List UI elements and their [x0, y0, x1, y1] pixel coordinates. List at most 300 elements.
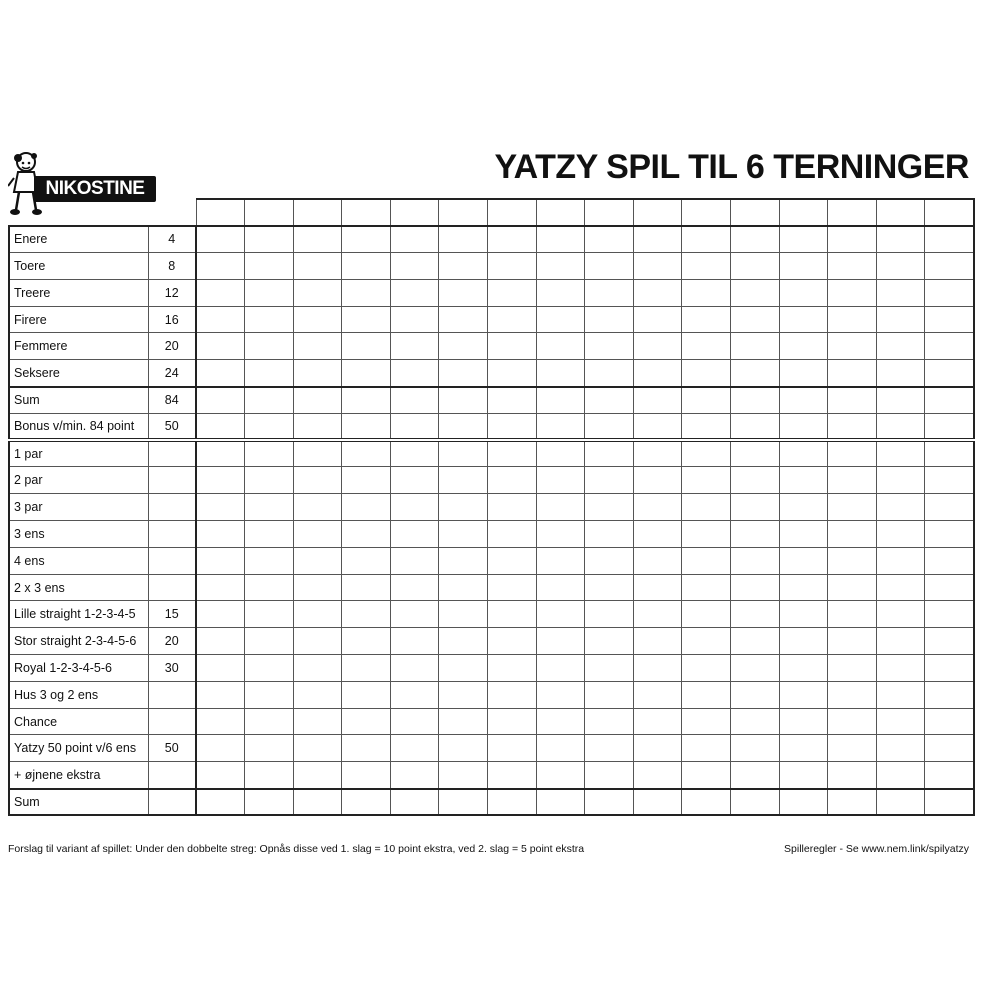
score-cell[interactable] — [925, 387, 974, 414]
score-cell[interactable] — [439, 440, 488, 467]
score-cell[interactable] — [488, 521, 537, 548]
score-cell[interactable] — [439, 467, 488, 494]
player-name-cell[interactable] — [245, 199, 294, 226]
score-cell[interactable] — [585, 226, 634, 253]
score-cell[interactable] — [536, 735, 585, 762]
score-cell[interactable] — [245, 360, 294, 387]
score-cell[interactable] — [536, 708, 585, 735]
score-cell[interactable] — [633, 467, 682, 494]
score-cell[interactable] — [731, 494, 780, 521]
score-cell[interactable] — [342, 226, 391, 253]
score-cell[interactable] — [876, 735, 925, 762]
score-cell[interactable] — [925, 655, 974, 682]
score-cell[interactable] — [585, 360, 634, 387]
player-name-cell[interactable] — [876, 199, 925, 226]
score-cell[interactable] — [731, 708, 780, 735]
score-cell[interactable] — [439, 735, 488, 762]
score-cell[interactable] — [828, 789, 877, 816]
score-cell[interactable] — [828, 628, 877, 655]
player-name-cell[interactable] — [390, 199, 439, 226]
score-cell[interactable] — [390, 789, 439, 816]
score-cell[interactable] — [633, 494, 682, 521]
player-name-cell[interactable] — [439, 199, 488, 226]
score-cell[interactable] — [876, 762, 925, 789]
score-cell[interactable] — [488, 226, 537, 253]
score-cell[interactable] — [925, 574, 974, 601]
score-cell[interactable] — [731, 360, 780, 387]
score-cell[interactable] — [488, 467, 537, 494]
score-cell[interactable] — [342, 762, 391, 789]
score-cell[interactable] — [293, 521, 342, 548]
score-cell[interactable] — [245, 253, 294, 280]
score-cell[interactable] — [828, 655, 877, 682]
score-cell[interactable] — [196, 440, 245, 467]
score-cell[interactable] — [196, 789, 245, 816]
score-cell[interactable] — [633, 547, 682, 574]
player-name-cell[interactable] — [925, 199, 974, 226]
score-cell[interactable] — [439, 253, 488, 280]
score-cell[interactable] — [390, 306, 439, 333]
score-cell[interactable] — [293, 306, 342, 333]
score-cell[interactable] — [196, 681, 245, 708]
score-cell[interactable] — [488, 762, 537, 789]
score-cell[interactable] — [342, 467, 391, 494]
score-cell[interactable] — [585, 628, 634, 655]
score-cell[interactable] — [925, 440, 974, 467]
score-cell[interactable] — [439, 521, 488, 548]
player-name-cell[interactable] — [682, 199, 731, 226]
score-cell[interactable] — [828, 440, 877, 467]
score-cell[interactable] — [828, 306, 877, 333]
score-cell[interactable] — [779, 387, 828, 414]
score-cell[interactable] — [876, 279, 925, 306]
score-cell[interactable] — [828, 360, 877, 387]
score-cell[interactable] — [876, 601, 925, 628]
score-cell[interactable] — [439, 279, 488, 306]
score-cell[interactable] — [876, 467, 925, 494]
score-cell[interactable] — [585, 574, 634, 601]
score-cell[interactable] — [536, 279, 585, 306]
score-cell[interactable] — [390, 735, 439, 762]
score-cell[interactable] — [731, 601, 780, 628]
score-cell[interactable] — [779, 494, 828, 521]
score-cell[interactable] — [779, 226, 828, 253]
score-cell[interactable] — [390, 708, 439, 735]
score-cell[interactable] — [682, 628, 731, 655]
score-cell[interactable] — [342, 413, 391, 440]
score-cell[interactable] — [390, 681, 439, 708]
score-cell[interactable] — [196, 521, 245, 548]
score-cell[interactable] — [293, 547, 342, 574]
score-cell[interactable] — [439, 681, 488, 708]
score-cell[interactable] — [585, 521, 634, 548]
score-cell[interactable] — [488, 574, 537, 601]
score-cell[interactable] — [828, 601, 877, 628]
score-cell[interactable] — [488, 789, 537, 816]
score-cell[interactable] — [488, 387, 537, 414]
score-cell[interactable] — [682, 547, 731, 574]
score-cell[interactable] — [488, 655, 537, 682]
score-cell[interactable] — [828, 253, 877, 280]
score-cell[interactable] — [633, 387, 682, 414]
score-cell[interactable] — [390, 467, 439, 494]
score-cell[interactable] — [390, 655, 439, 682]
score-cell[interactable] — [488, 253, 537, 280]
score-cell[interactable] — [439, 494, 488, 521]
score-cell[interactable] — [779, 681, 828, 708]
score-cell[interactable] — [925, 467, 974, 494]
score-cell[interactable] — [536, 387, 585, 414]
score-cell[interactable] — [633, 521, 682, 548]
score-cell[interactable] — [196, 226, 245, 253]
score-cell[interactable] — [925, 333, 974, 360]
score-cell[interactable] — [293, 681, 342, 708]
score-cell[interactable] — [536, 628, 585, 655]
score-cell[interactable] — [245, 226, 294, 253]
score-cell[interactable] — [585, 413, 634, 440]
score-cell[interactable] — [245, 628, 294, 655]
score-cell[interactable] — [585, 681, 634, 708]
score-cell[interactable] — [633, 601, 682, 628]
score-cell[interactable] — [876, 333, 925, 360]
score-cell[interactable] — [876, 440, 925, 467]
score-cell[interactable] — [779, 521, 828, 548]
score-cell[interactable] — [585, 306, 634, 333]
score-cell[interactable] — [439, 628, 488, 655]
score-cell[interactable] — [196, 413, 245, 440]
score-cell[interactable] — [536, 601, 585, 628]
score-cell[interactable] — [731, 279, 780, 306]
score-cell[interactable] — [342, 440, 391, 467]
score-cell[interactable] — [731, 655, 780, 682]
score-cell[interactable] — [293, 333, 342, 360]
score-cell[interactable] — [245, 413, 294, 440]
score-cell[interactable] — [779, 628, 828, 655]
score-cell[interactable] — [876, 387, 925, 414]
player-name-cell[interactable] — [779, 199, 828, 226]
score-cell[interactable] — [585, 601, 634, 628]
score-cell[interactable] — [876, 547, 925, 574]
score-cell[interactable] — [342, 735, 391, 762]
score-cell[interactable] — [390, 601, 439, 628]
score-cell[interactable] — [925, 762, 974, 789]
score-cell[interactable] — [245, 494, 294, 521]
score-cell[interactable] — [196, 547, 245, 574]
score-cell[interactable] — [633, 226, 682, 253]
score-cell[interactable] — [196, 601, 245, 628]
score-cell[interactable] — [488, 306, 537, 333]
score-cell[interactable] — [828, 547, 877, 574]
score-cell[interactable] — [682, 333, 731, 360]
score-cell[interactable] — [925, 601, 974, 628]
score-cell[interactable] — [779, 440, 828, 467]
score-cell[interactable] — [293, 655, 342, 682]
score-cell[interactable] — [682, 574, 731, 601]
score-cell[interactable] — [488, 681, 537, 708]
score-cell[interactable] — [925, 279, 974, 306]
score-cell[interactable] — [828, 333, 877, 360]
player-name-cell[interactable] — [488, 199, 537, 226]
player-name-cell[interactable] — [828, 199, 877, 226]
score-cell[interactable] — [245, 762, 294, 789]
score-cell[interactable] — [196, 306, 245, 333]
score-cell[interactable] — [585, 467, 634, 494]
score-cell[interactable] — [828, 708, 877, 735]
score-cell[interactable] — [585, 655, 634, 682]
score-cell[interactable] — [439, 708, 488, 735]
score-cell[interactable] — [633, 360, 682, 387]
score-cell[interactable] — [585, 333, 634, 360]
score-cell[interactable] — [633, 253, 682, 280]
score-cell[interactable] — [828, 574, 877, 601]
score-cell[interactable] — [828, 521, 877, 548]
score-cell[interactable] — [828, 413, 877, 440]
score-cell[interactable] — [925, 789, 974, 816]
score-cell[interactable] — [536, 440, 585, 467]
score-cell[interactable] — [390, 440, 439, 467]
score-cell[interactable] — [536, 226, 585, 253]
score-cell[interactable] — [779, 655, 828, 682]
score-cell[interactable] — [293, 494, 342, 521]
score-cell[interactable] — [876, 306, 925, 333]
score-cell[interactable] — [245, 708, 294, 735]
score-cell[interactable] — [488, 628, 537, 655]
score-cell[interactable] — [876, 413, 925, 440]
score-cell[interactable] — [876, 360, 925, 387]
score-cell[interactable] — [536, 655, 585, 682]
score-cell[interactable] — [536, 306, 585, 333]
score-cell[interactable] — [536, 413, 585, 440]
score-cell[interactable] — [779, 413, 828, 440]
score-cell[interactable] — [536, 681, 585, 708]
score-cell[interactable] — [585, 279, 634, 306]
score-cell[interactable] — [731, 789, 780, 816]
score-cell[interactable] — [293, 708, 342, 735]
score-cell[interactable] — [779, 789, 828, 816]
score-cell[interactable] — [439, 547, 488, 574]
score-cell[interactable] — [342, 547, 391, 574]
player-name-cell[interactable] — [342, 199, 391, 226]
score-cell[interactable] — [633, 440, 682, 467]
score-cell[interactable] — [196, 574, 245, 601]
player-name-cell[interactable] — [293, 199, 342, 226]
score-cell[interactable] — [876, 789, 925, 816]
score-cell[interactable] — [488, 494, 537, 521]
score-cell[interactable] — [390, 333, 439, 360]
score-cell[interactable] — [196, 360, 245, 387]
score-cell[interactable] — [633, 735, 682, 762]
score-cell[interactable] — [342, 655, 391, 682]
score-cell[interactable] — [731, 762, 780, 789]
score-cell[interactable] — [439, 333, 488, 360]
score-cell[interactable] — [585, 494, 634, 521]
score-cell[interactable] — [536, 253, 585, 280]
score-cell[interactable] — [390, 521, 439, 548]
score-cell[interactable] — [731, 333, 780, 360]
score-cell[interactable] — [682, 681, 731, 708]
score-cell[interactable] — [779, 306, 828, 333]
score-cell[interactable] — [828, 681, 877, 708]
score-cell[interactable] — [585, 440, 634, 467]
score-cell[interactable] — [342, 306, 391, 333]
score-cell[interactable] — [196, 253, 245, 280]
score-cell[interactable] — [876, 494, 925, 521]
score-cell[interactable] — [536, 547, 585, 574]
score-cell[interactable] — [342, 360, 391, 387]
score-cell[interactable] — [682, 360, 731, 387]
score-cell[interactable] — [196, 628, 245, 655]
score-cell[interactable] — [536, 789, 585, 816]
score-cell[interactable] — [245, 521, 294, 548]
score-cell[interactable] — [779, 279, 828, 306]
score-cell[interactable] — [536, 494, 585, 521]
score-cell[interactable] — [390, 253, 439, 280]
score-cell[interactable] — [536, 360, 585, 387]
score-cell[interactable] — [585, 735, 634, 762]
score-cell[interactable] — [293, 628, 342, 655]
score-cell[interactable] — [439, 601, 488, 628]
score-cell[interactable] — [925, 253, 974, 280]
score-cell[interactable] — [585, 789, 634, 816]
score-cell[interactable] — [245, 333, 294, 360]
score-cell[interactable] — [731, 521, 780, 548]
score-cell[interactable] — [779, 333, 828, 360]
score-cell[interactable] — [633, 306, 682, 333]
score-cell[interactable] — [876, 253, 925, 280]
score-cell[interactable] — [682, 279, 731, 306]
score-cell[interactable] — [682, 708, 731, 735]
score-cell[interactable] — [779, 601, 828, 628]
score-cell[interactable] — [682, 521, 731, 548]
score-cell[interactable] — [293, 789, 342, 816]
score-cell[interactable] — [488, 708, 537, 735]
score-cell[interactable] — [245, 547, 294, 574]
score-cell[interactable] — [245, 440, 294, 467]
score-cell[interactable] — [585, 708, 634, 735]
score-cell[interactable] — [293, 387, 342, 414]
score-cell[interactable] — [828, 494, 877, 521]
score-cell[interactable] — [925, 413, 974, 440]
score-cell[interactable] — [439, 574, 488, 601]
score-cell[interactable] — [731, 628, 780, 655]
score-cell[interactable] — [390, 628, 439, 655]
score-cell[interactable] — [536, 574, 585, 601]
score-cell[interactable] — [633, 681, 682, 708]
score-cell[interactable] — [390, 279, 439, 306]
score-cell[interactable] — [925, 547, 974, 574]
score-cell[interactable] — [779, 762, 828, 789]
player-name-cell[interactable] — [196, 199, 245, 226]
score-cell[interactable] — [682, 735, 731, 762]
score-cell[interactable] — [488, 601, 537, 628]
score-cell[interactable] — [828, 735, 877, 762]
score-cell[interactable] — [390, 226, 439, 253]
score-cell[interactable] — [779, 735, 828, 762]
score-cell[interactable] — [779, 360, 828, 387]
score-cell[interactable] — [876, 681, 925, 708]
score-cell[interactable] — [925, 306, 974, 333]
score-cell[interactable] — [876, 628, 925, 655]
score-cell[interactable] — [682, 253, 731, 280]
score-cell[interactable] — [925, 494, 974, 521]
score-cell[interactable] — [245, 735, 294, 762]
score-cell[interactable] — [342, 333, 391, 360]
score-cell[interactable] — [439, 655, 488, 682]
score-cell[interactable] — [731, 467, 780, 494]
score-cell[interactable] — [390, 762, 439, 789]
score-cell[interactable] — [488, 547, 537, 574]
score-cell[interactable] — [633, 279, 682, 306]
score-cell[interactable] — [439, 762, 488, 789]
score-cell[interactable] — [633, 628, 682, 655]
score-cell[interactable] — [536, 521, 585, 548]
score-cell[interactable] — [731, 253, 780, 280]
score-cell[interactable] — [633, 574, 682, 601]
score-cell[interactable] — [731, 413, 780, 440]
score-cell[interactable] — [585, 387, 634, 414]
score-cell[interactable] — [196, 735, 245, 762]
score-cell[interactable] — [633, 789, 682, 816]
score-cell[interactable] — [390, 574, 439, 601]
score-cell[interactable] — [245, 306, 294, 333]
score-cell[interactable] — [731, 735, 780, 762]
score-cell[interactable] — [390, 547, 439, 574]
score-cell[interactable] — [731, 440, 780, 467]
score-cell[interactable] — [731, 574, 780, 601]
score-cell[interactable] — [488, 440, 537, 467]
score-cell[interactable] — [828, 279, 877, 306]
score-cell[interactable] — [731, 547, 780, 574]
score-cell[interactable] — [731, 226, 780, 253]
score-cell[interactable] — [196, 279, 245, 306]
score-cell[interactable] — [633, 413, 682, 440]
score-cell[interactable] — [682, 494, 731, 521]
player-name-cell[interactable] — [633, 199, 682, 226]
score-cell[interactable] — [925, 226, 974, 253]
score-cell[interactable] — [245, 387, 294, 414]
score-cell[interactable] — [245, 279, 294, 306]
score-cell[interactable] — [585, 253, 634, 280]
player-name-cell[interactable] — [585, 199, 634, 226]
score-cell[interactable] — [390, 413, 439, 440]
score-cell[interactable] — [196, 762, 245, 789]
score-cell[interactable] — [342, 494, 391, 521]
score-cell[interactable] — [925, 521, 974, 548]
score-cell[interactable] — [293, 574, 342, 601]
score-cell[interactable] — [682, 789, 731, 816]
score-cell[interactable] — [633, 762, 682, 789]
score-cell[interactable] — [633, 708, 682, 735]
score-cell[interactable] — [293, 601, 342, 628]
score-cell[interactable] — [925, 735, 974, 762]
score-cell[interactable] — [488, 360, 537, 387]
score-cell[interactable] — [828, 762, 877, 789]
score-cell[interactable] — [876, 521, 925, 548]
score-cell[interactable] — [876, 655, 925, 682]
score-cell[interactable] — [439, 226, 488, 253]
score-cell[interactable] — [245, 574, 294, 601]
score-cell[interactable] — [245, 681, 294, 708]
score-cell[interactable] — [876, 226, 925, 253]
score-cell[interactable] — [342, 708, 391, 735]
score-cell[interactable] — [245, 601, 294, 628]
score-cell[interactable] — [196, 387, 245, 414]
score-cell[interactable] — [293, 762, 342, 789]
score-cell[interactable] — [779, 547, 828, 574]
score-cell[interactable] — [925, 708, 974, 735]
score-cell[interactable] — [390, 494, 439, 521]
score-cell[interactable] — [925, 360, 974, 387]
